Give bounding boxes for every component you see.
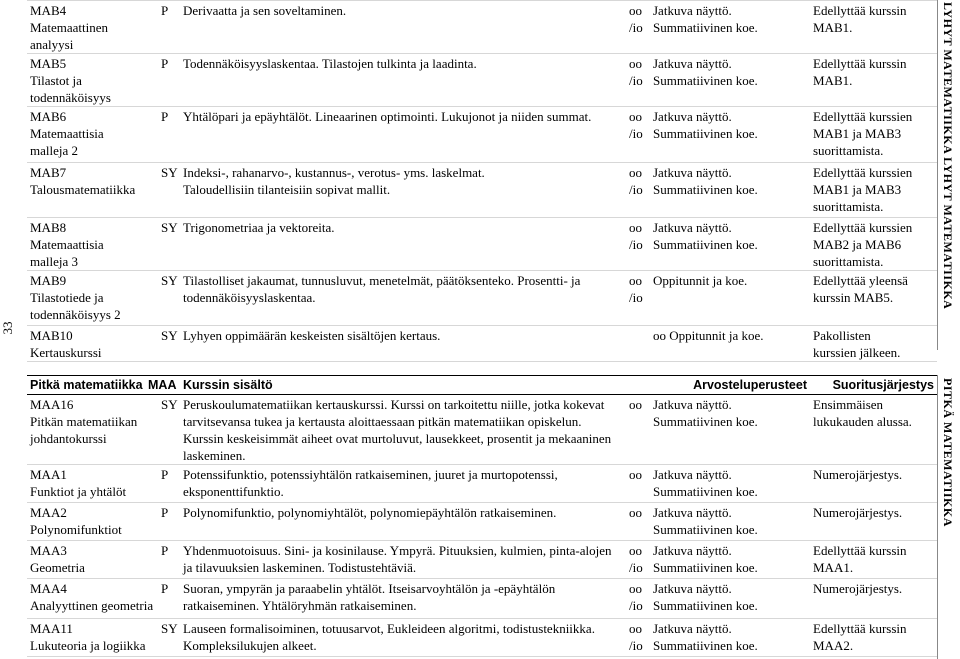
course-content-cell: Yhtälöpari ja epäyhtälöt. Lineaarinen optimointi. Lukujonot ja niiden summat. — [180, 107, 626, 163]
eval-code-cell: oo /io — [626, 271, 650, 326]
course-type-cell: P — [158, 541, 180, 579]
page-number: 33 — [0, 321, 15, 335]
eval-method-cell: Jatkuva näyttö. Summatiivinen koe. — [650, 163, 810, 218]
eval-method-cell: Jatkuva näyttö. Summatiivinen koe. — [650, 395, 810, 465]
course-type-cell: P — [158, 1, 180, 54]
prerequisite-cell: Numerojärjestys. — [810, 465, 937, 503]
table-row — [27, 218, 937, 271]
eval-code-cell: oo /io — [626, 107, 650, 163]
prerequisite-cell: Edellyttää kurssin MAB1. — [810, 1, 937, 54]
prerequisite-cell: Edellyttää kurssien MAB1 ja MAB3 suorittamista. — [810, 163, 937, 218]
course-type-cell: P — [158, 54, 180, 107]
course-name-cell: MAB9 Tilastotiede ja todennäköisyys 2 — [27, 271, 158, 326]
table-row — [27, 326, 937, 362]
prerequisite-cell: Edellyttää kurssin MAA2. — [810, 619, 937, 657]
margin-rule-bottom — [937, 375, 938, 659]
course-content-cell: Derivaatta ja sen soveltaminen. — [180, 1, 626, 54]
course-content-cell: Polynomifunktio, polynomiyhtälöt, polynomiepäyhtälön ratkaiseminen. — [180, 503, 626, 541]
prerequisite-cell: Edellyttää kurssin MAA1. — [810, 541, 937, 579]
table-row — [27, 579, 937, 619]
eval-method-cell: Jatkuva näyttö. Summatiivinen koe. — [650, 465, 810, 503]
course-content-cell: Todennäköisyyslaskentaa. Tilastojen tulkinta ja laadinta. — [180, 54, 626, 107]
course-content-cell: Lyhyen oppimäärän keskeisten sisältöjen kertaus. — [180, 326, 626, 362]
table-row — [27, 54, 937, 107]
course-type-cell: SY — [158, 395, 180, 465]
eval-code-cell: oo /io — [626, 541, 650, 579]
long-math-rows — [27, 395, 937, 657]
course-name-cell: MAA11 Lukuteoria ja logiikka — [27, 619, 158, 657]
side-label-short-math: LYHYT MATEMATIIKKA LYHYT MATEMATIIKKA — [941, 2, 955, 310]
course-content-cell: Indeksi-, rahanarvo-, kustannus-, verotus- yms. laskelmat. Taloudellisiin tilanteisiin sopivat mallit. — [180, 163, 626, 218]
eval-method-cell: Jatkuva näyttö. Summatiivinen koe. — [650, 107, 810, 163]
eval-code-cell: oo — [626, 465, 650, 503]
course-type-cell: SY — [158, 271, 180, 326]
header-course-cell — [27, 376, 180, 395]
margin-rule-top — [937, 0, 938, 350]
table-row — [27, 465, 937, 503]
course-name-cell: MAA1 Funktiot ja yhtälöt — [27, 465, 158, 503]
course-content-cell: Potenssifunktio, potenssiyhtälön ratkaiseminen, juuret ja murtopotenssi, eksponenttifunktio. — [180, 465, 626, 503]
eval-code-cell: oo /io — [626, 218, 650, 271]
short-math-rows — [27, 1, 937, 362]
prerequisite-cell: Edellyttää kurssien MAB2 ja MAB6 suorittamista. — [810, 218, 937, 271]
table-header-row — [27, 376, 937, 395]
course-type-cell: SY — [158, 326, 180, 362]
course-content-cell: Tilastolliset jakaumat, tunnusluvut, menetelmät, päätöksenteko. Prosentti- ja todennäköisyyslaskentaa. — [180, 271, 626, 326]
course-name-cell: MAB4 Matemaattinen analyysi — [27, 1, 158, 54]
course-name-cell: MAA2 Polynomifunktiot — [27, 503, 158, 541]
prerequisite-cell: Edellyttää yleensä kurssin MAB5. — [810, 271, 937, 326]
course-name-cell: MAB8 Matemaattisia malleja 3 — [27, 218, 158, 271]
eval-code-cell: oo /io — [626, 1, 650, 54]
course-content-cell: Lauseen formalisoiminen, totuusarvot, Eukleideen algoritmi, todistustekniikka. Kompleksilukujen alkeet. — [180, 619, 626, 657]
course-name-cell: MAB5 Tilastot ja todennäköisyys — [27, 54, 158, 107]
eval-method-cell: Jatkuva näyttö. Summatiivinen koe. — [650, 579, 810, 619]
course-type-cell: P — [158, 503, 180, 541]
eval-method-cell: Jatkuva näyttö. Summatiivinen koe. — [650, 54, 810, 107]
table-row — [27, 163, 937, 218]
prerequisite-cell: Numerojärjestys. — [810, 579, 937, 619]
eval-method-cell: Jatkuva näyttö. Summatiivinen koe. — [650, 218, 810, 271]
eval-method-cell: Jatkuva näyttö. Summatiivinen koe. — [650, 619, 810, 657]
header-course: Pitkä matematiikka — [30, 378, 143, 392]
course-type-cell: SY — [158, 163, 180, 218]
course-content-cell: Peruskoulumatematiikan kertauskurssi. Kurssi on tarkoitettu niille, jotka kokevat tarvitsevansa tukea ja kertausta aloittaessaan pitkän matematiikan opiskelun. Kurssin keskeisimmät aiheet ovat murtoluvut, lausekkeet, prosentit ja mekaaninen laskeminen. — [180, 395, 626, 465]
prerequisite-cell: Numerojärjestys. — [810, 503, 937, 541]
course-name-cell: MAA16 Pitkän matematiikan johdantokurssi — [27, 395, 158, 465]
table-row — [27, 395, 937, 465]
course-name-cell: MAB7 Talousmatematiikka — [27, 163, 158, 218]
table-row — [27, 541, 937, 579]
table-row — [27, 503, 937, 541]
prerequisite-cell: Ensimmäisen lukukauden alussa. — [810, 395, 937, 465]
course-content-cell: Yhdenmuotoisuus. Sini- ja kosinilause. Ympyrä. Pituuksien, kulmien, pinta-alojen ja tilavuuksien laskeminen. Todistustehtäviä. — [180, 541, 626, 579]
course-type-cell: P — [158, 465, 180, 503]
course-name-cell: MAA4 Analyyttinen geometria — [27, 579, 158, 619]
eval-code-cell: oo — [626, 503, 650, 541]
course-type-cell: SY — [158, 619, 180, 657]
header-req: Suoritusjärjestys — [810, 376, 937, 395]
prerequisite-cell: Edellyttää kurssien MAB1 ja MAB3 suorittamista. — [810, 107, 937, 163]
eval-code-cell: oo /io — [626, 54, 650, 107]
table-row — [27, 271, 937, 326]
header-code: MAA — [148, 378, 177, 392]
eval-code-cell: oo — [626, 395, 650, 465]
eval-method-cell: Jatkuva näyttö. Summatiivinen koe. — [650, 541, 810, 579]
table-row — [27, 1, 937, 54]
eval-code-cell: oo /io — [626, 579, 650, 619]
eval-method-cell: Jatkuva näyttö. Summatiivinen koe. — [650, 1, 810, 54]
course-content-cell: Suoran, ympyrän ja paraabelin yhtälöt. Itseisarvoyhtälön ja -epäyhtälön ratkaiseminen. Yhtälöryhmän ratkaiseminen. — [180, 579, 626, 619]
prerequisite-cell: Pakollisten kurssien jälkeen. — [810, 326, 937, 362]
table-row — [27, 107, 937, 163]
eval-code-cell — [626, 326, 650, 362]
eval-code-cell: oo /io — [626, 163, 650, 218]
header-eval: Arvosteluperusteet — [626, 376, 810, 395]
course-name-cell: MAA3 Geometria — [27, 541, 158, 579]
short-math-course-table — [27, 0, 937, 362]
course-name-cell: MAB6 Matemaattisia malleja 2 — [27, 107, 158, 163]
side-label-long-math: PITKÄ MATEMATIIKKA — [941, 378, 955, 527]
course-content-cell: Trigonometriaa ja vektoreita. — [180, 218, 626, 271]
eval-code-cell: oo /io — [626, 619, 650, 657]
course-type-cell: SY — [158, 218, 180, 271]
table-row — [27, 619, 937, 657]
long-math-course-table — [27, 375, 937, 657]
course-name-cell: MAB10 Kertauskurssi — [27, 326, 158, 362]
course-type-cell: P — [158, 107, 180, 163]
eval-method-cell: oo Oppitunnit ja koe. — [650, 326, 810, 362]
eval-method-cell: Oppitunnit ja koe. — [650, 271, 810, 326]
course-type-cell: P — [158, 579, 180, 619]
eval-method-cell: Jatkuva näyttö. Summatiivinen koe. — [650, 503, 810, 541]
header-content: Kurssin sisältö — [180, 376, 626, 395]
prerequisite-cell: Edellyttää kurssin MAB1. — [810, 54, 937, 107]
